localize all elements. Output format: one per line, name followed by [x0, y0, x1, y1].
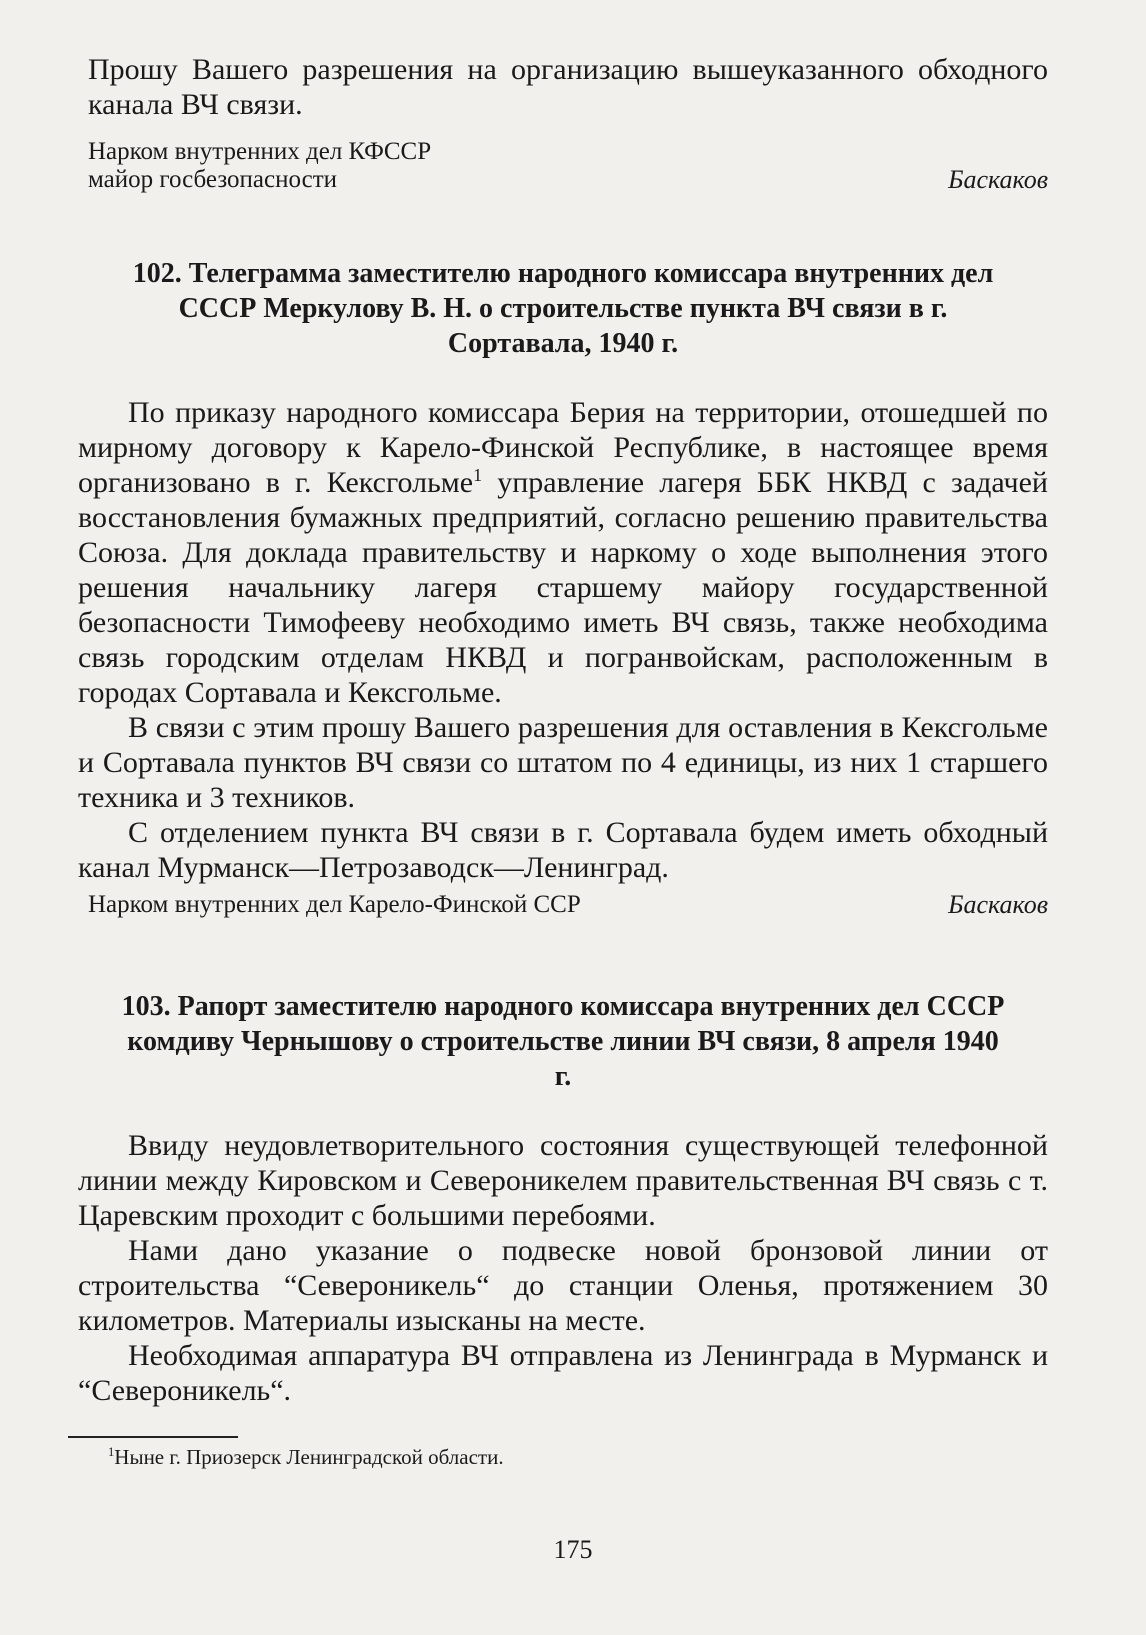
- intro-signature-title-line1: Нарком внутренних дел КФССР: [88, 138, 432, 165]
- intro-paragraph: Прошу Вашего разрешения на организацию вышеуказанного обходного канала ВЧ связи.: [88, 53, 1048, 121]
- doc103-paragraph-3: Необходимая аппаратура ВЧ отправлена из Ленинграда в Мурманск и “Североникель“.: [78, 1339, 1048, 1407]
- doc102-paragraph-3: С отделением пункта ВЧ связи в г. Сортавала будем иметь обходный канал Мурманск—Петрозаводск—Ленинград.: [78, 816, 1048, 884]
- doc102-paragraph-1-before: По приказу народного комиссара Берия на территории, отошедшей по мирному договору к Карело-Финской Республике, в настоящее время организовано в г. Кексгольме: [78, 396, 1048, 499]
- footnote-mark: 1: [108, 1445, 115, 1459]
- footnote-text: Ныне г. Приозерск Ленинградской области.: [114, 1445, 504, 1469]
- doc102-heading: 102. Телеграмма заместителю народного комиссара внутренних дел СССР Меркулову В. Н. о строительстве пункта ВЧ связи в г. Сортавала, 1940 г.: [132, 258, 994, 359]
- doc102-paragraph-1: [78, 395, 1048, 710]
- intro-signature-title-line2: майор госбезопасности: [88, 166, 338, 193]
- doc103-paragraph-1: Ввиду неудовлетворительного состояния существующей телефонной линии между Кировском и Североникелем правительственная ВЧ связь с т. Царевским проходит с большими перебоями.: [78, 1129, 1048, 1232]
- doc102-paragraph-2: В связи с этим прошу Вашего разрешения для оставления в Кексгольме и Сортавала пунктов ВЧ связи со штатом по 4 единицы, из них 1 старшего техника и 3 техников.: [78, 711, 1048, 814]
- doc102-signature-name: Баскаков: [948, 890, 1048, 919]
- footnote: [78, 1444, 1048, 1470]
- intro-signature-title: [88, 138, 431, 194]
- doc102-signature: [78, 891, 1048, 919]
- footnote-rule: [68, 1436, 238, 1438]
- intro-signature: [78, 138, 1048, 194]
- intro-signature-name: Баскаков: [948, 165, 1048, 194]
- doc103-heading: 103. Рапорт заместителю народного комиссара внутренних дел СССР комдиву Чернышову о строительстве линии ВЧ связи, 8 апреля 1940 г.: [121, 991, 1005, 1092]
- page-content: [78, 52, 1048, 1470]
- doc103-body: [78, 1128, 1048, 1408]
- doc102-signature-title: Нарком внутренних дел Карело-Финской ССР: [88, 891, 581, 918]
- doc103-paragraph-2: Нами дано указание о подвеске новой бронзовой линии от строительства “Североникель“ до станции Оленья, протяжением 30 километров. Материалы изысканы на месте.: [78, 1234, 1048, 1337]
- doc102-paragraph-1-after: управление лагеря ББК НКВД с задачей восстановления бумажных предприятий, согласно решению правительства Союза. Для доклада правительству и наркому о ходе выполнения этого решения начальнику лагеря старшему майору государственной безопасности Тимофееву необходимо иметь ВЧ связь, также необходима связь городским отделам НКВД и погранвойскам, расположенным в городах Сортавала и Кексгольме.: [78, 466, 1048, 709]
- footnote-reference: 1: [473, 465, 483, 485]
- doc102-body: [78, 395, 1048, 885]
- page-number: 175: [553, 1535, 593, 1564]
